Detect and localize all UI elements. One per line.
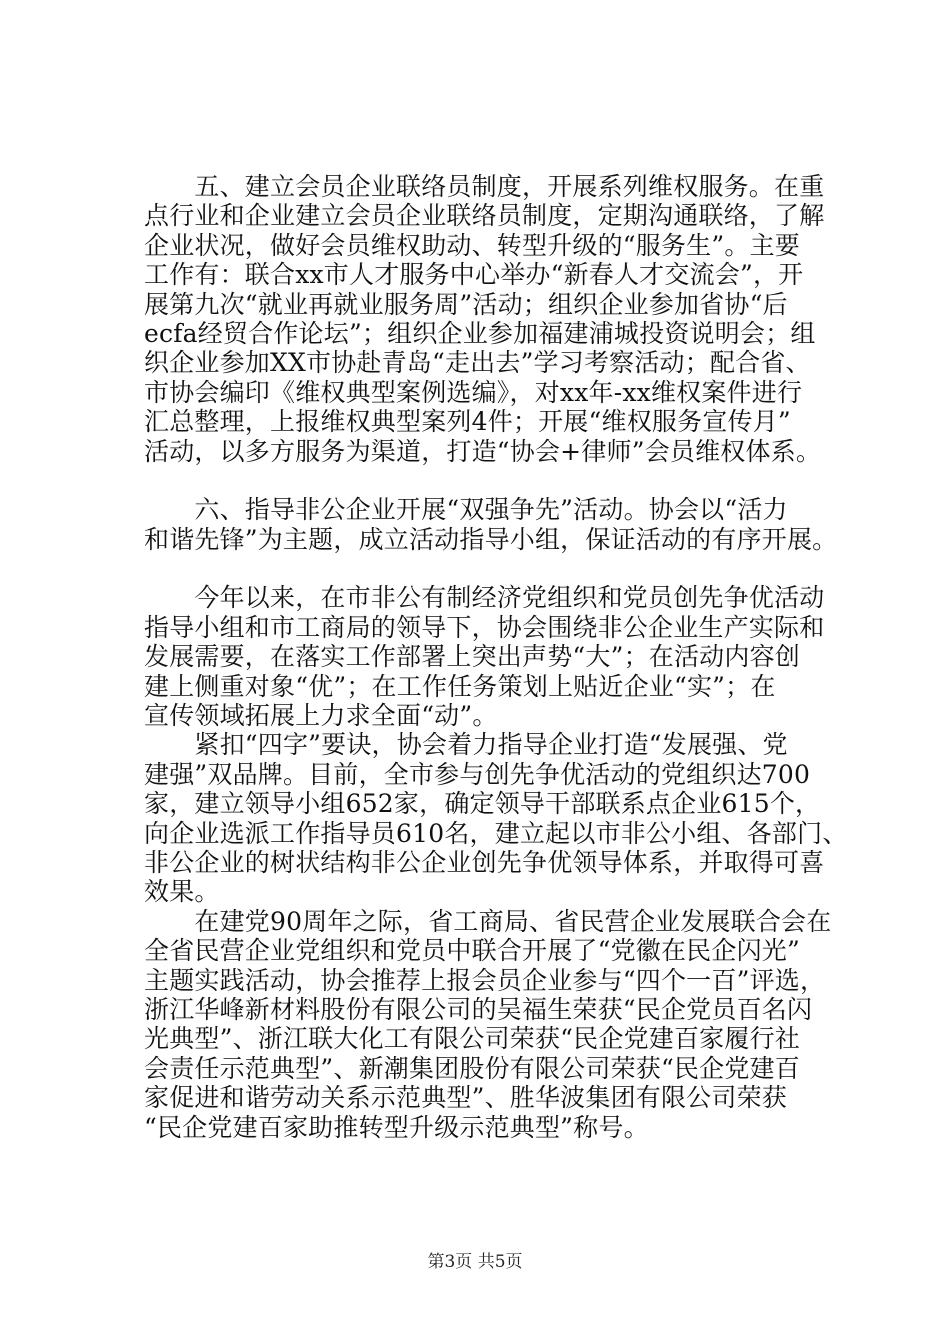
text-line: 在建党90周年之际，省工商局、省民营企业发展联合会在 [144,906,832,936]
text-line: 指导小组和市工商局的领导下，协会围绕非公企业生产实际和 [144,612,825,642]
text-line: 建强”双品牌。目前，全市参与创先争优活动的党组织达700 [144,759,811,789]
text-line: 紧扣“四字”要诀，协会着力指导企业打造“发展强、党 [144,730,788,760]
paragraph-gap [144,554,852,583]
text-line: 非公企业的树状结构非公企业创先争优领导体系，并取得可喜 [144,847,825,877]
text-line: 效果。 [144,877,220,907]
text-line: 建上侧重对象“优”；在工作任务策划上贴近企业“实”；在 [144,671,776,701]
text-line: 发展需要，在落实工作部署上突出声势“大”；在活动内容创 [144,642,800,672]
text-line: 六、指导非公企业开展“双强争先”活动。协会以“活力 [144,495,788,525]
text-line: 五、建立会员企业联络员制度，开展系列维权服务。在重 [144,172,825,201]
text-line: 浙江华峰新材料股份有限公司的吴福生荣获“民企党员百名闪 [144,994,813,1024]
text-line: “民企党建百家助推转型升级示范典型”称号。 [144,1112,649,1142]
text-line: 和谐先锋”为主题，成立活动指导小组，保证活动的有序开展。 [144,524,838,554]
paragraph-7 [144,583,852,730]
text-line: 活动，以多方服务为渠道，打造“协会+律师”会员维权体系。 [144,436,822,466]
text-line: 光典型”、浙江联大化工有限公司荣获“民企党建百家履行社 [144,1024,800,1054]
text-line: 市协会编印《维权典型案例选编》，对xx年-xx维权案件进行 [144,377,803,407]
text-line: 展第九次“就业再就业服务周”活动；组织企业参加省协“后 [144,289,788,319]
paragraph-5 [144,172,852,466]
text-line: 今年以来，在市非公有制经济党组织和党员创先争优活动 [144,583,825,613]
text-line: 向企业选派工作指导员610名，建立起以市非公小组、各部门、 [144,818,848,848]
paragraph-gap [144,466,852,495]
document-body [144,172,852,1142]
paragraph-6 [144,495,852,554]
text-line: 主题实践活动，协会推荐上报会员企业参与“四个一百”评选， [144,965,826,995]
text-line: 全省民营企业党组织和党员中联合开展了“党徽在民企闪光” [144,936,800,966]
text-line: 家，建立领导小组652家，确定领导干部联系点企业615个， [144,789,821,819]
page-footer: 第3页 共5页 [427,1252,523,1272]
text-line: 会责任示范典型”、新潮集团股份有限公司荣获“民企党建百 [144,1053,800,1083]
text-line: 家促进和谐劳动关系示范典型”、胜华波集团有限公司荣获 [144,1083,787,1113]
paragraph-8 [144,730,852,906]
text-line: 企业状况，做好会员维权助动、转型升级的“服务生”。主要 [144,230,800,260]
text-line: 宣传领域拓展上力求全面“动”。 [144,701,498,731]
text-line: 织企业参加XX市协赴青岛“走出去”学习考察活动；配合省、 [144,348,811,378]
text-line: 工作有：联合xx市人才服务中心举办“新春人才交流会”，开 [144,260,804,290]
text-line: ecfa经贸合作论坛”；组织企业参加福建浦城投资说明会；组 [144,318,816,348]
paragraph-9 [144,907,852,1142]
text-line: 汇总整理，上报维权典型案列4件；开展“维权服务宣传月” [144,407,791,437]
text-line: 点行业和企业建立会员企业联络员制度，定期沟通联络，了解 [144,201,825,231]
